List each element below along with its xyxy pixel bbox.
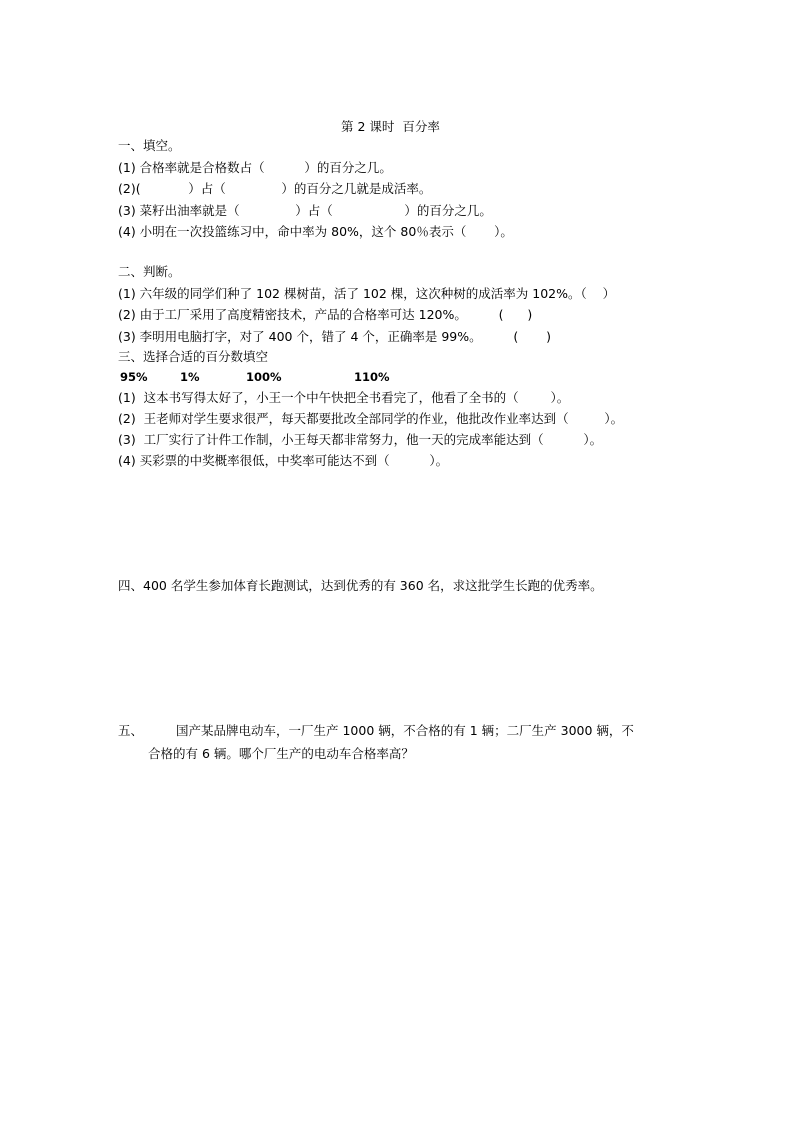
- section-5-label: 五、: [118, 723, 144, 738]
- option-1: 1%: [180, 370, 200, 384]
- page-title: 第 2 课时 百分率: [341, 119, 440, 134]
- section-3-item-1: (1) 这本书写得太好了，小王一个中午快把全书看完了，他看了全书的（ ）。: [118, 390, 570, 405]
- section-2-heading: 二、判断。: [118, 264, 181, 279]
- section-5-line-2: 合格的有 6 辆。哪个厂生产的电动车合格率高？: [148, 746, 414, 761]
- section-5-line-1: 国产某品牌电动车，一厂生产 1000 辆，不合格的有 1 辆；二厂生产 3000 辆，不: [176, 723, 634, 738]
- section-3-item-3: (3) 工厂实行了计件工作制，小王每天都非常努力，他一天的完成率能达到（ ）。: [118, 432, 603, 447]
- section-1-item-3: (3) 菜籽出油率就是（ ）占（ ）的百分之几。: [118, 203, 492, 218]
- option-100: 100%: [246, 370, 282, 384]
- section-1-item-2: (2)( ）占（ ）的百分之几就是成活率。: [118, 181, 432, 196]
- section-1-heading: 一、填空。: [118, 138, 181, 153]
- section-1-item-4: (4) 小明在一次投篮练习中，命中率为 80%，这个 80％表示（ ）。: [118, 224, 513, 239]
- option-110: 110%: [354, 370, 390, 384]
- section-4-question: 四、400 名学生参加体育长跑测试，达到优秀的有 360 名，求这批学生长跑的优秀率。: [118, 578, 603, 593]
- section-2-item-3: (3) 李明用电脑打字，对了 400 个，错了 4 个，正确率是 99%。 ( ): [118, 329, 551, 344]
- section-2-item-2: (2) 由于工厂采用了高度精密技术，产品的合格率可达 120%。 ( ): [118, 307, 533, 322]
- section-2-item-1: (1) 六年级的同学们种了 102 棵树苗，活了 102 棵，这次种树的成活率为 102%。（ ）: [118, 286, 616, 301]
- section-3-item-4: (4) 买彩票的中奖概率很低，中奖率可能达不到（ ）。: [118, 453, 449, 468]
- option-95: 95%: [120, 370, 148, 384]
- section-3-heading: 三、选择合适的百分数填空: [118, 349, 269, 364]
- section-3-item-2: (2) 王老师对学生要求很严，每天都要批改全部同学的作业，他批改作业率达到（ ）。: [118, 411, 624, 426]
- section-1-item-1: (1) 合格率就是合格数占（ ）的百分之几。: [118, 160, 392, 175]
